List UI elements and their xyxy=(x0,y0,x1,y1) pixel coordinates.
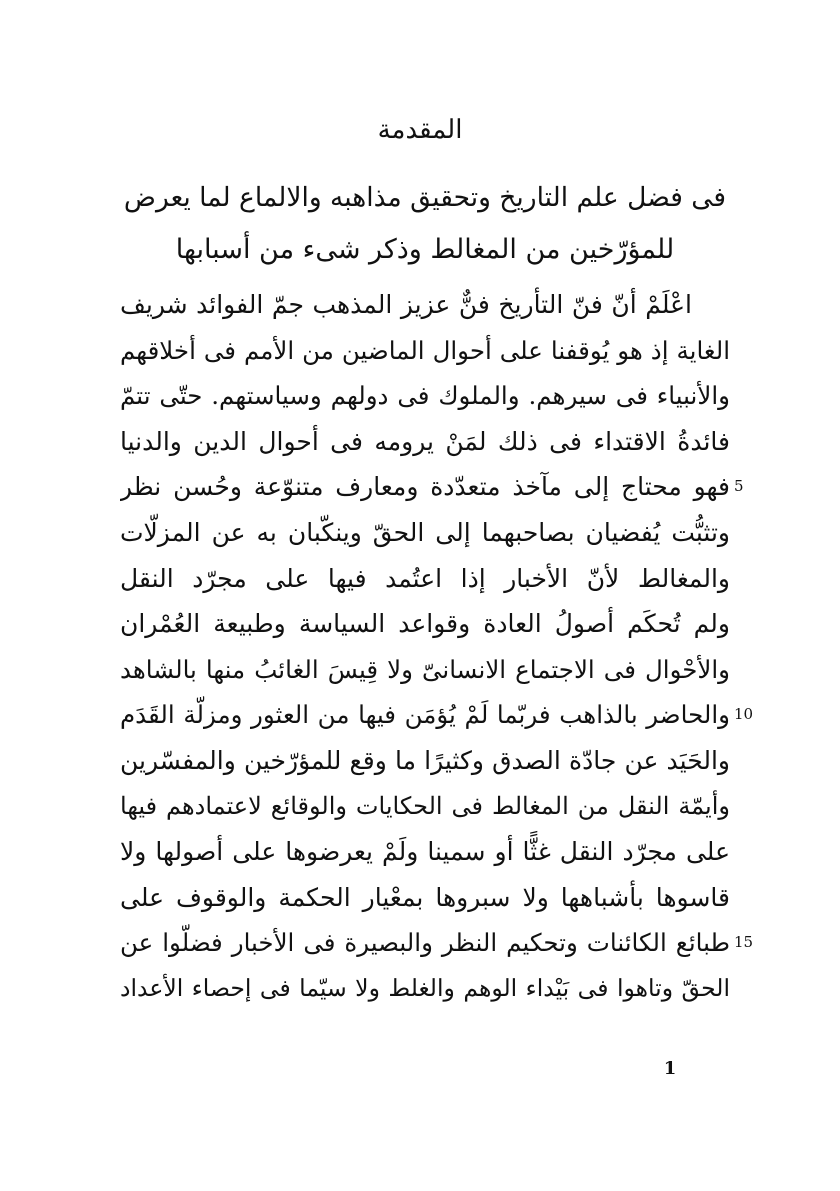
text-line: وتثبُّت يُفضيان بصاحبهما إلى الحقّ وينكّبان به عن المزلّات xyxy=(120,517,730,547)
subtitle-line-1: فى فضل علم التاريخ وتحقيق مذاهبه والالماع لما يعرض xyxy=(123,182,727,213)
line-number-10: 10 xyxy=(734,705,754,724)
text-line: الحقّ وتاهوا فى بَيْداء الوهم والغلط ولا سيّما فى إحصاء الأعداد xyxy=(120,973,730,1002)
text-line: الغاية إذ هو يُوقفنا على أحوال الماضين من الأمم فى أخلاقهم xyxy=(120,335,730,365)
text-line: طبائع الكائنات وتحكيم النظر والبصيرة فى الأخبار فضلّوا عن xyxy=(120,928,730,958)
subtitle-line-2: للمؤرّخين من المغالط وذكر شىء من أسبابها xyxy=(175,234,675,265)
text-line: والأحْوال فى الاجتماع الانسانىّ ولا قِيسَ الغائبُ منها بالشاهد xyxy=(120,654,730,684)
body-text xyxy=(120,282,730,1012)
text-line: ولم تُحكَم أصولُ العادة وقواعد السياسة وطبيعة العُمْران xyxy=(120,609,730,639)
text-line: فهو محتاج إلى مآخذ متعدّدة ومعارف متنوّعة وحُسن نظر xyxy=(120,472,730,502)
line-number-15: 15 xyxy=(734,933,754,952)
text-line: والحاضر بالذاهب فربّما لَمْ يُؤمَن فيها من العثور ومزلّة القَدَم xyxy=(120,700,730,730)
text-line: قاسوها بأشباهها ولا سبروها بمعْيار الحكمة والوقوف على xyxy=(120,882,730,912)
text-line: وأيمّة النقل من المغالط فى الحكايات والوقائع لاعتمادهم فيها xyxy=(120,791,730,820)
page-number: 1 xyxy=(663,1058,677,1079)
text-line: والأنبياء فى سيرهم. والملوك فى دولهم وسياستهم. حتّى تتمّ xyxy=(120,381,730,411)
text-line: والحَيَد عن جادّة الصدق وكثيرًا ما وقع للمؤرّخين والمفسّرين xyxy=(120,745,730,775)
text-line: فائدةُ الاقتداء فى ذلك لمَنْ يرومه فى أحوال الدين والدنيا xyxy=(120,426,730,456)
chapter-title: المقدمة xyxy=(377,115,463,145)
text-line: والمغالط لأنّ الأخبار إذا اعتُمد فيها على مجرّد النقل xyxy=(120,563,730,593)
text-line: اعْلَمْ أنّ فنّ التأريخ فنٌّ عزيز المذهب جمّ الفوائد شريف xyxy=(120,290,692,319)
line-number-5: 5 xyxy=(734,477,744,496)
text-line: على مجرّد النقل غثًّا أو سمينا ولَمْ يعرضوها على أصولها ولا xyxy=(120,837,730,867)
